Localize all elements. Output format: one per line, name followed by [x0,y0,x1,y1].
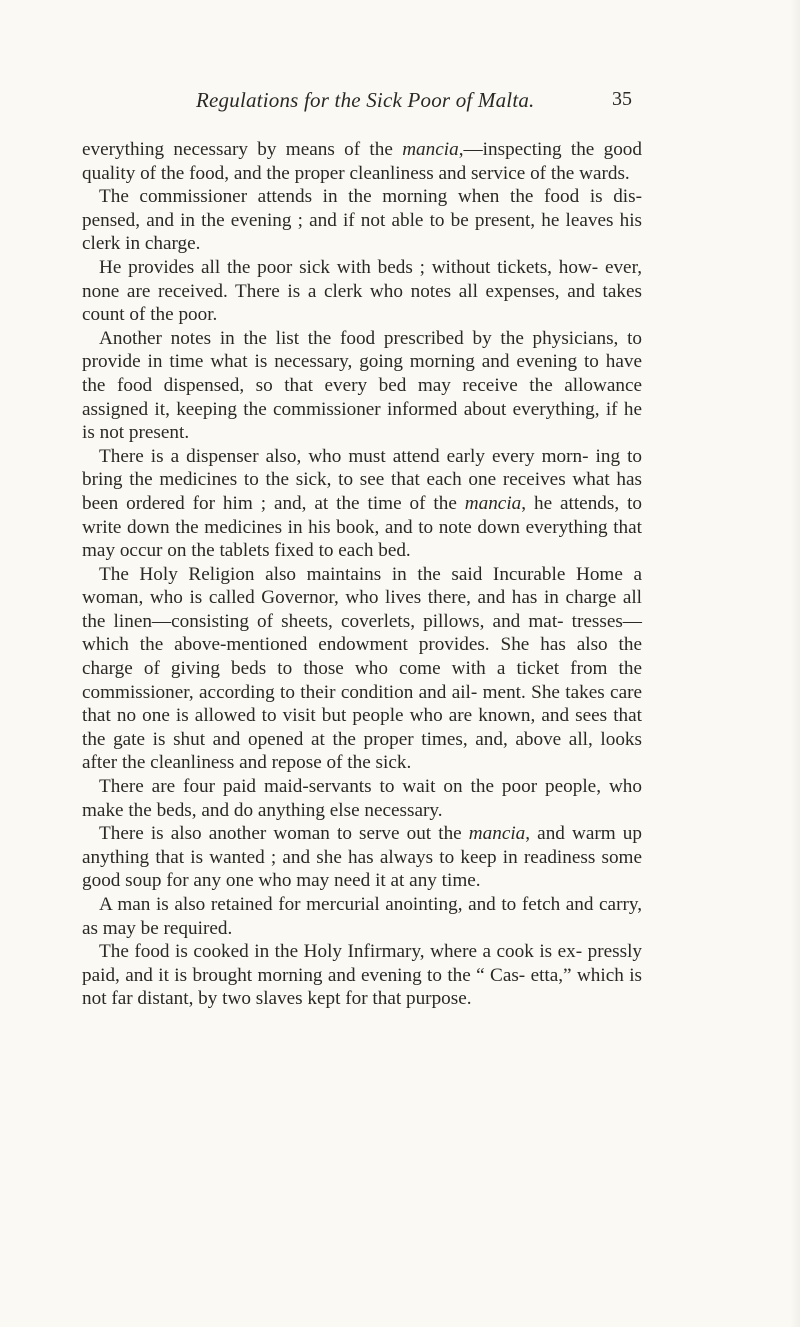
paragraph: everything necessary by means of the mancia,—inspecting the good quality of the food, and the proper cleanliness and service of the wards. [82,139,642,184]
body-text [82,138,642,1011]
paragraph: There is also another woman to serve out the mancia, and warm up anything that is wanted ; and she has always to keep in readiness some good soup for any one who may need it at any time. [82,823,642,892]
paragraph: There are four paid maid-servants to wait on the poor people, who make the beds, and do anything else necessary. [82,776,642,821]
paragraph: The Holy Religion also maintains in the said Incurable Home a woman, who is called Governor, who lives there, and has in charge all the linen—consisting of sheets, coverlets, pillows, and mat- tresses—which the above-mentioned endowment provides. She has also the charge of giving beds to those who come with a ticket from the commissioner, according to their condition and ail- ment. She takes care that no one is allowed to visit but people who are known, and sees that the gate is shut and opened at the proper times, and, above all, looks after the cleanliness and repose of the sick. [82,563,642,774]
page-edge-shadow [790,0,800,1327]
paragraph: There is a dispenser also, who must attend early every morn- ing to bring the medicines to the sick, to see that each one receives what has been ordered for him ; and, at the time of the mancia, he attends, to write down the medicines in his book, and to note down everything that may occur on the tablets fixed to each bed. [82,445,642,562]
paragraph: A man is also retained for mercurial anointing, and to fetch and carry, as may be required. [82,894,642,939]
running-head: Regulations for the Sick Poor of Malta. [196,88,535,112]
paragraph: The commissioner attends in the morning when the food is dis- pensed, and in the evening ; and if not able to be present, he leaves his clerk in charge. [82,186,642,255]
page-number: 35 [612,88,632,110]
paragraph: Another notes in the list the food prescribed by the physicians, to provide in time what is necessary, going morning and evening to have the food dispensed, so that every bed may receive the allowance assigned it, keeping the commissioner informed about everything, if he is not present. [82,327,642,444]
paragraph: He provides all the poor sick with beds ; without tickets, how- ever, none are received. There is a clerk who notes all expenses, and takes count of the poor. [82,256,642,326]
paragraph: The food is cooked in the Holy Infirmary, where a cook is ex- pressly paid, and it is brought morning and evening to the “ Cas- etta,” which is not far distant, by two slaves kept for that purpose. [82,941,642,1010]
page-header [0,88,800,118]
